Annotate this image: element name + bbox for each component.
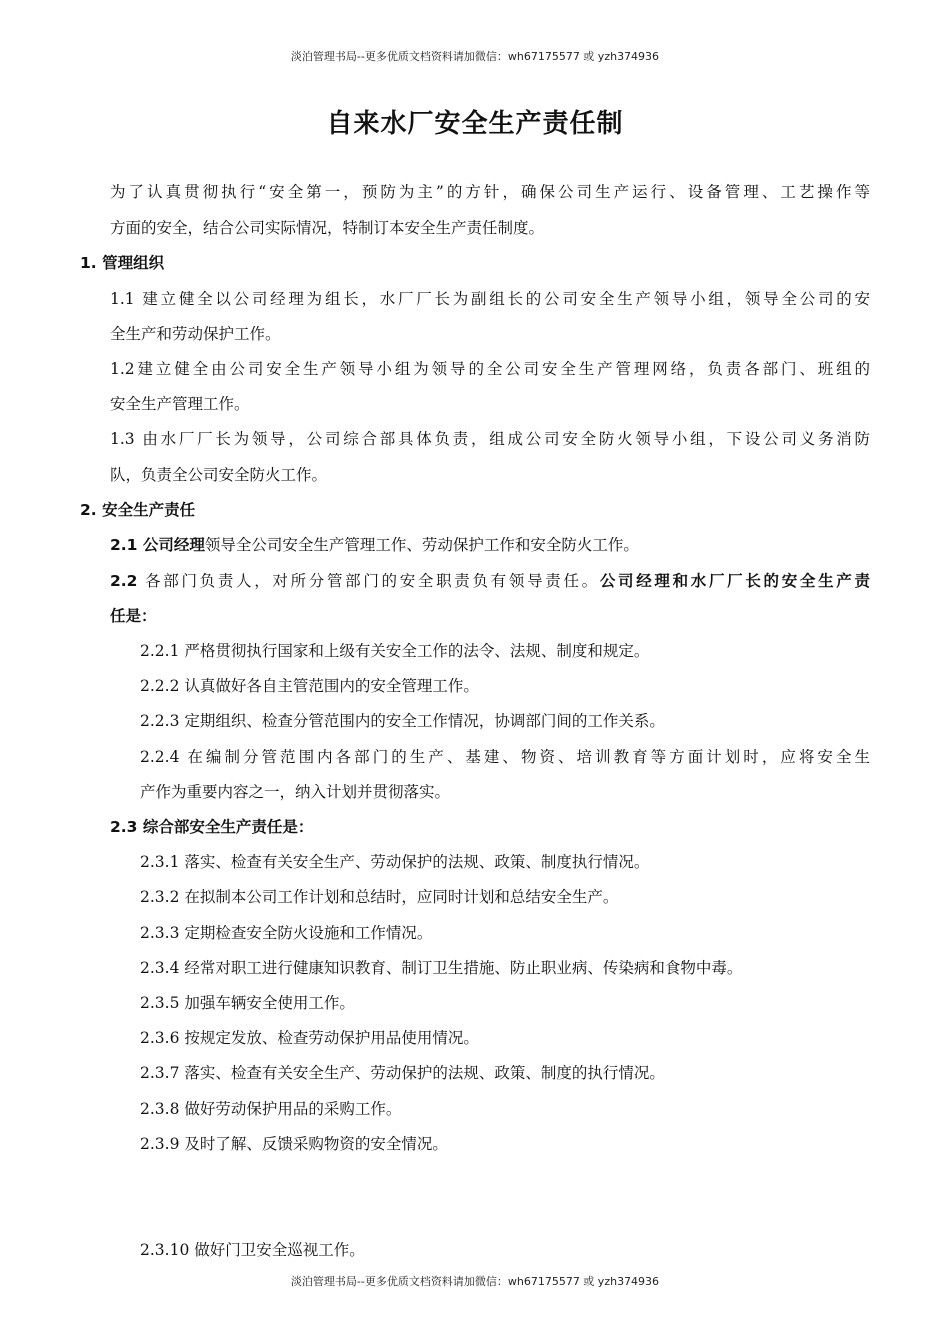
s2-p22-line-1 <box>110 571 870 591</box>
s2-p21 <box>110 535 639 555</box>
item-2-2-4-line-1: 2.2.4 在编制分管范围内各部门的生产、基建、物资、培训教育等方面计划时，应将安全生 <box>140 748 870 766</box>
item-2-2-1: 2.2.1 严格贯彻执行国家和上级有关安全工作的法令、法规、制度和规定。 <box>140 642 650 660</box>
section-2-heading: 2. 安全生产责任 <box>80 501 196 519</box>
item-2-3-1: 2.3.1 落实、检查有关安全生产、劳动保护的法规、政策、制度执行情况。 <box>140 853 650 871</box>
item-2-3-3: 2.3.3 定期检查安全防火设施和工作情况。 <box>140 924 433 942</box>
s1-p1-line-1: 1.1 建立健全以公司经理为组长，水厂厂长为副组长的公司安全生产领导小组，领导全公司的安 <box>110 290 870 308</box>
page-footer: 淡泊管理书局--更多优质文档资料请加微信：wh67175577 或 yzh374936 <box>290 1275 660 1288</box>
s2-p21-text: 领导全公司安全生产管理工作、劳动保护工作和安全防火工作。 <box>204 536 639 554</box>
item-2-2-4-line-2: 产作为重要内容之一，纳入计划并贯彻落实。 <box>140 783 451 801</box>
item-2-3-9: 2.3.9 及时了解、反馈采购物资的安全情况。 <box>140 1135 448 1153</box>
s2-p22-line-2: 任是： <box>110 607 157 625</box>
s1-p2-line-2: 安全生产管理工作。 <box>110 395 250 413</box>
item-2-2-2: 2.2.2 认真做好各自主管范围内的安全管理工作。 <box>140 677 479 695</box>
intro-line-2: 方面的安全，结合公司实际情况，特制订本安全生产责任制度。 <box>110 219 545 237</box>
s1-p1-line-2: 全生产和劳动保护工作。 <box>110 325 281 343</box>
item-2-3-4: 2.3.4 经常对职工进行健康知识教育、制订卫生措施、防止职业病、传染病和食物中毒。 <box>140 959 743 977</box>
item-2-3-8: 2.3.8 做好劳动保护用品的采购工作。 <box>140 1100 402 1118</box>
item-2-3-5: 2.3.5 加强车辆安全使用工作。 <box>140 994 355 1012</box>
s2-p22-bold: 公司经理和水厂厂长的安全生产责 <box>599 572 870 590</box>
s1-p3-line-2: 队，负责全公司安全防火工作。 <box>110 466 328 484</box>
s1-p3-line-1: 1.3 由水厂厂长为领导，公司综合部具体负责，组成公司安全防火领导小组，下设公司义务消防 <box>110 430 870 448</box>
s2-p22-text: 各部门负责人，对所分管部门的安全职责负有领导责任。 <box>137 572 600 590</box>
s1-p2-line-1: 1.2建立健全由公司安全生产领导小组为领导的全公司安全生产管理网络，负责各部门、班组的 <box>110 360 870 378</box>
item-2-3-6: 2.3.6 按规定发放、检查劳动保护用品使用情况。 <box>140 1029 479 1047</box>
item-2-3-10: 2.3.10 做好门卫安全巡视工作。 <box>140 1241 365 1259</box>
page-header: 淡泊管理书局--更多优质文档资料请加微信：wh67175577 或 yzh374936 <box>290 50 660 63</box>
item-2-3-2: 2.3.2 在拟制本公司工作计划和总结时，应同时计划和总结安全生产。 <box>140 888 619 906</box>
section-1-heading: 1. 管理组织 <box>80 254 165 272</box>
document-title: 自来水厂安全生产责任制 <box>326 109 624 139</box>
s2-p23-heading: 2.3 综合部安全生产责任是： <box>110 818 314 836</box>
item-2-3-7: 2.3.7 落实、检查有关安全生产、劳动保护的法规、政策、制度的执行情况。 <box>140 1064 665 1082</box>
item-2-2-3: 2.2.3 定期组织、检查分管范围内的安全工作情况，协调部门间的工作关系。 <box>140 712 665 730</box>
intro-line-1: 为了认真贯彻执行“安全第一，预防为主”的方针，确保公司生产运行、设备管理、工艺操作等 <box>110 183 870 201</box>
s2-p22-num: 2.2 <box>110 572 138 590</box>
s2-p21-num: 2.1 公司经理 <box>110 536 205 554</box>
